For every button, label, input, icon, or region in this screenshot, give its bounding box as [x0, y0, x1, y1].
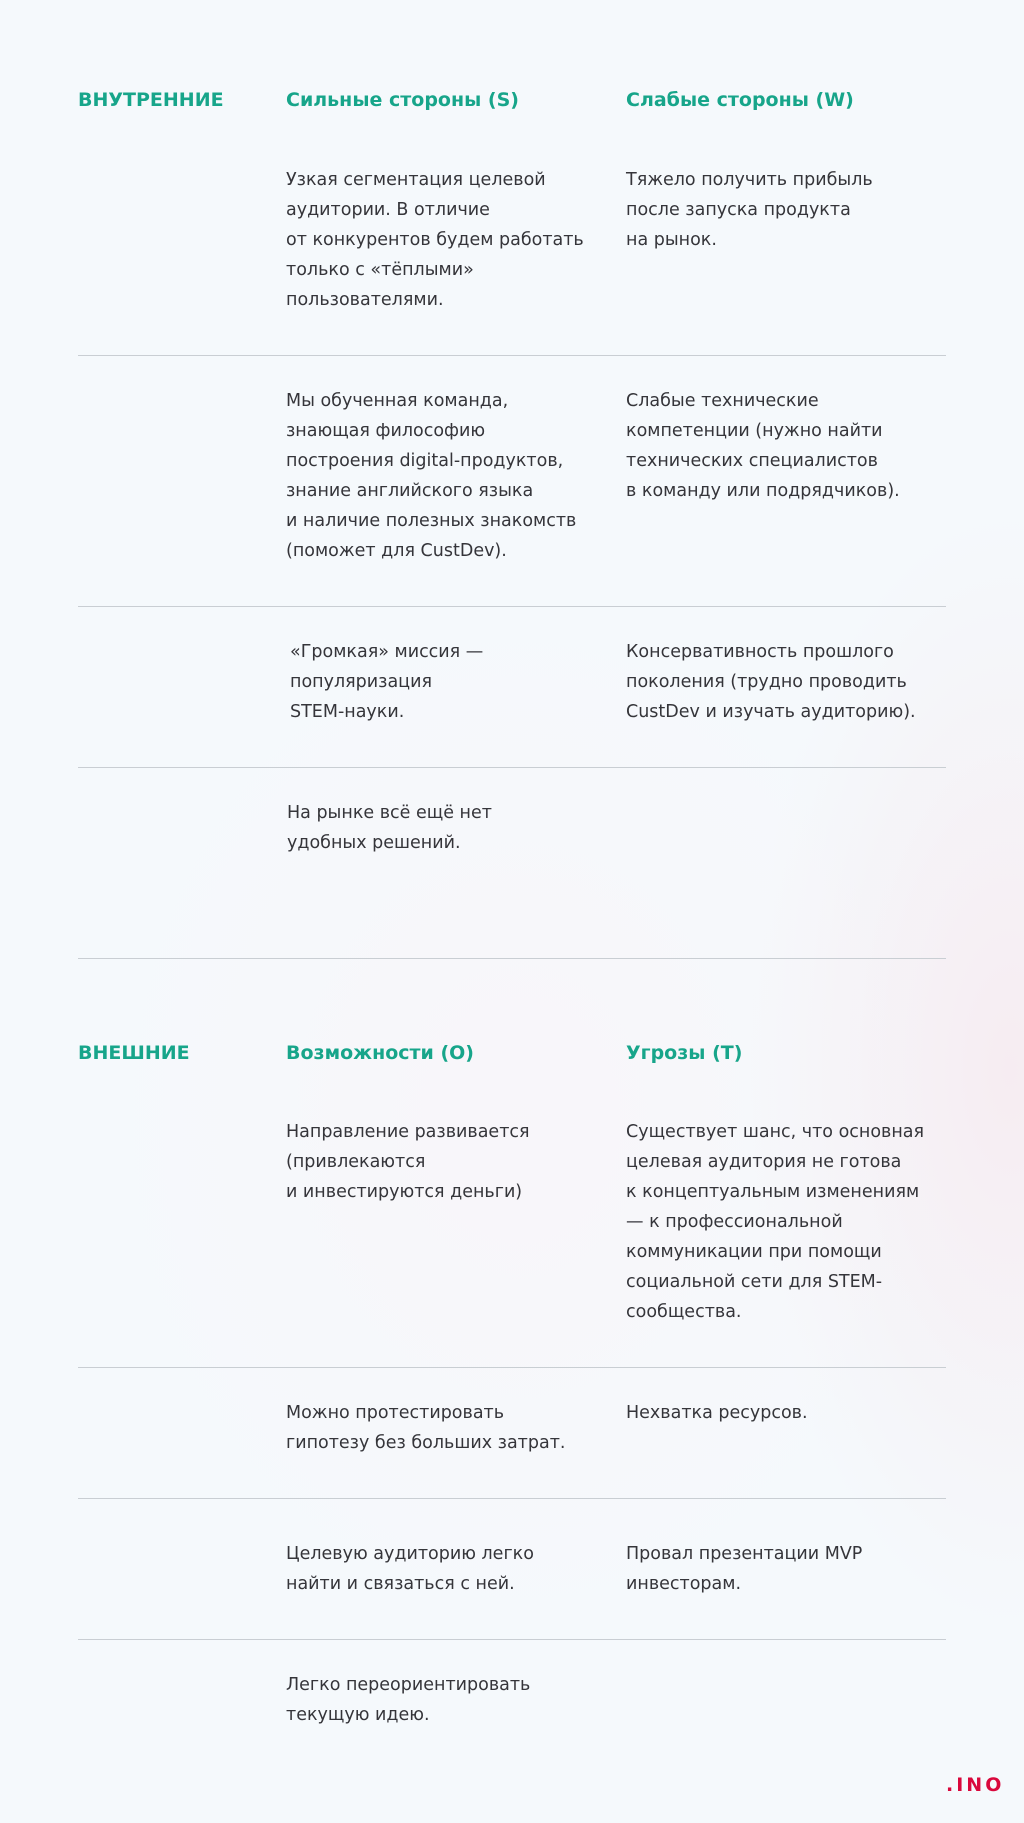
opportunity-cell-3: Целевую аудиторию легко найти и связаться с ней.: [286, 1544, 534, 1594]
section-divider: [78, 958, 946, 959]
row-divider: [78, 606, 946, 607]
threat-cell-2: Нехватка ресурсов.: [626, 1403, 808, 1423]
opportunity-cell-4: Легко переориентировать текущую идею.: [286, 1675, 531, 1725]
opportunity-cell-1: Направление развивается (привлекаются и инвестируются деньги): [286, 1122, 530, 1202]
row-divider: [78, 1367, 946, 1368]
threat-cell-1: Существует шанс, что основная целевая аудитория не готова к концептуальным изменениям — к профессиональной коммуникации при помощи социальной сети для STEM- сообщества.: [626, 1122, 925, 1322]
row-divider: [78, 767, 946, 768]
strength-cell-3: «Громкая» миссия — популяризация STEM-науки.: [290, 642, 484, 722]
strengths-header: Сильные стороны (S): [286, 89, 519, 111]
internal-section-label: ВНУТРЕННИЕ: [78, 89, 224, 111]
ino-logo: .INO: [946, 1774, 1005, 1796]
strength-cell-4: На рынке всё ещё нет удобных решений.: [287, 803, 492, 853]
row-divider: [78, 355, 946, 356]
external-section-label: ВНЕШНИЕ: [78, 1042, 190, 1064]
row-divider: [78, 1639, 946, 1640]
strength-cell-1: Узкая сегментация целевой аудитории. В отличие от конкурентов будем работать только с «тёплыми» пользователями.: [286, 170, 584, 310]
row-divider: [78, 1498, 946, 1499]
opportunity-cell-2: Можно протестировать гипотезу без больших затрат.: [286, 1403, 566, 1453]
threat-cell-3: Провал презентации MVP инвесторам.: [626, 1544, 863, 1594]
opportunities-header: Возможности (O): [286, 1042, 474, 1064]
weaknesses-header: Слабые стороны (W): [626, 89, 854, 111]
weakness-cell-1: Тяжело получить прибыль после запуска продукта на рынок.: [626, 170, 873, 250]
strength-cell-2: Мы обученная команда, знающая философию построения digital-продуктов, знание английского языка и наличие полезных знакомств (поможет для CustDev).: [286, 391, 577, 561]
weakness-cell-2: Слабые технические компетенции (нужно найти технических специалистов в команду или подрядчиков).: [626, 391, 900, 501]
weakness-cell-3: Консервативность прошлого поколения (трудно проводить CustDev и изучать аудиторию).: [626, 642, 916, 722]
threats-header: Угрозы (T): [626, 1042, 743, 1064]
